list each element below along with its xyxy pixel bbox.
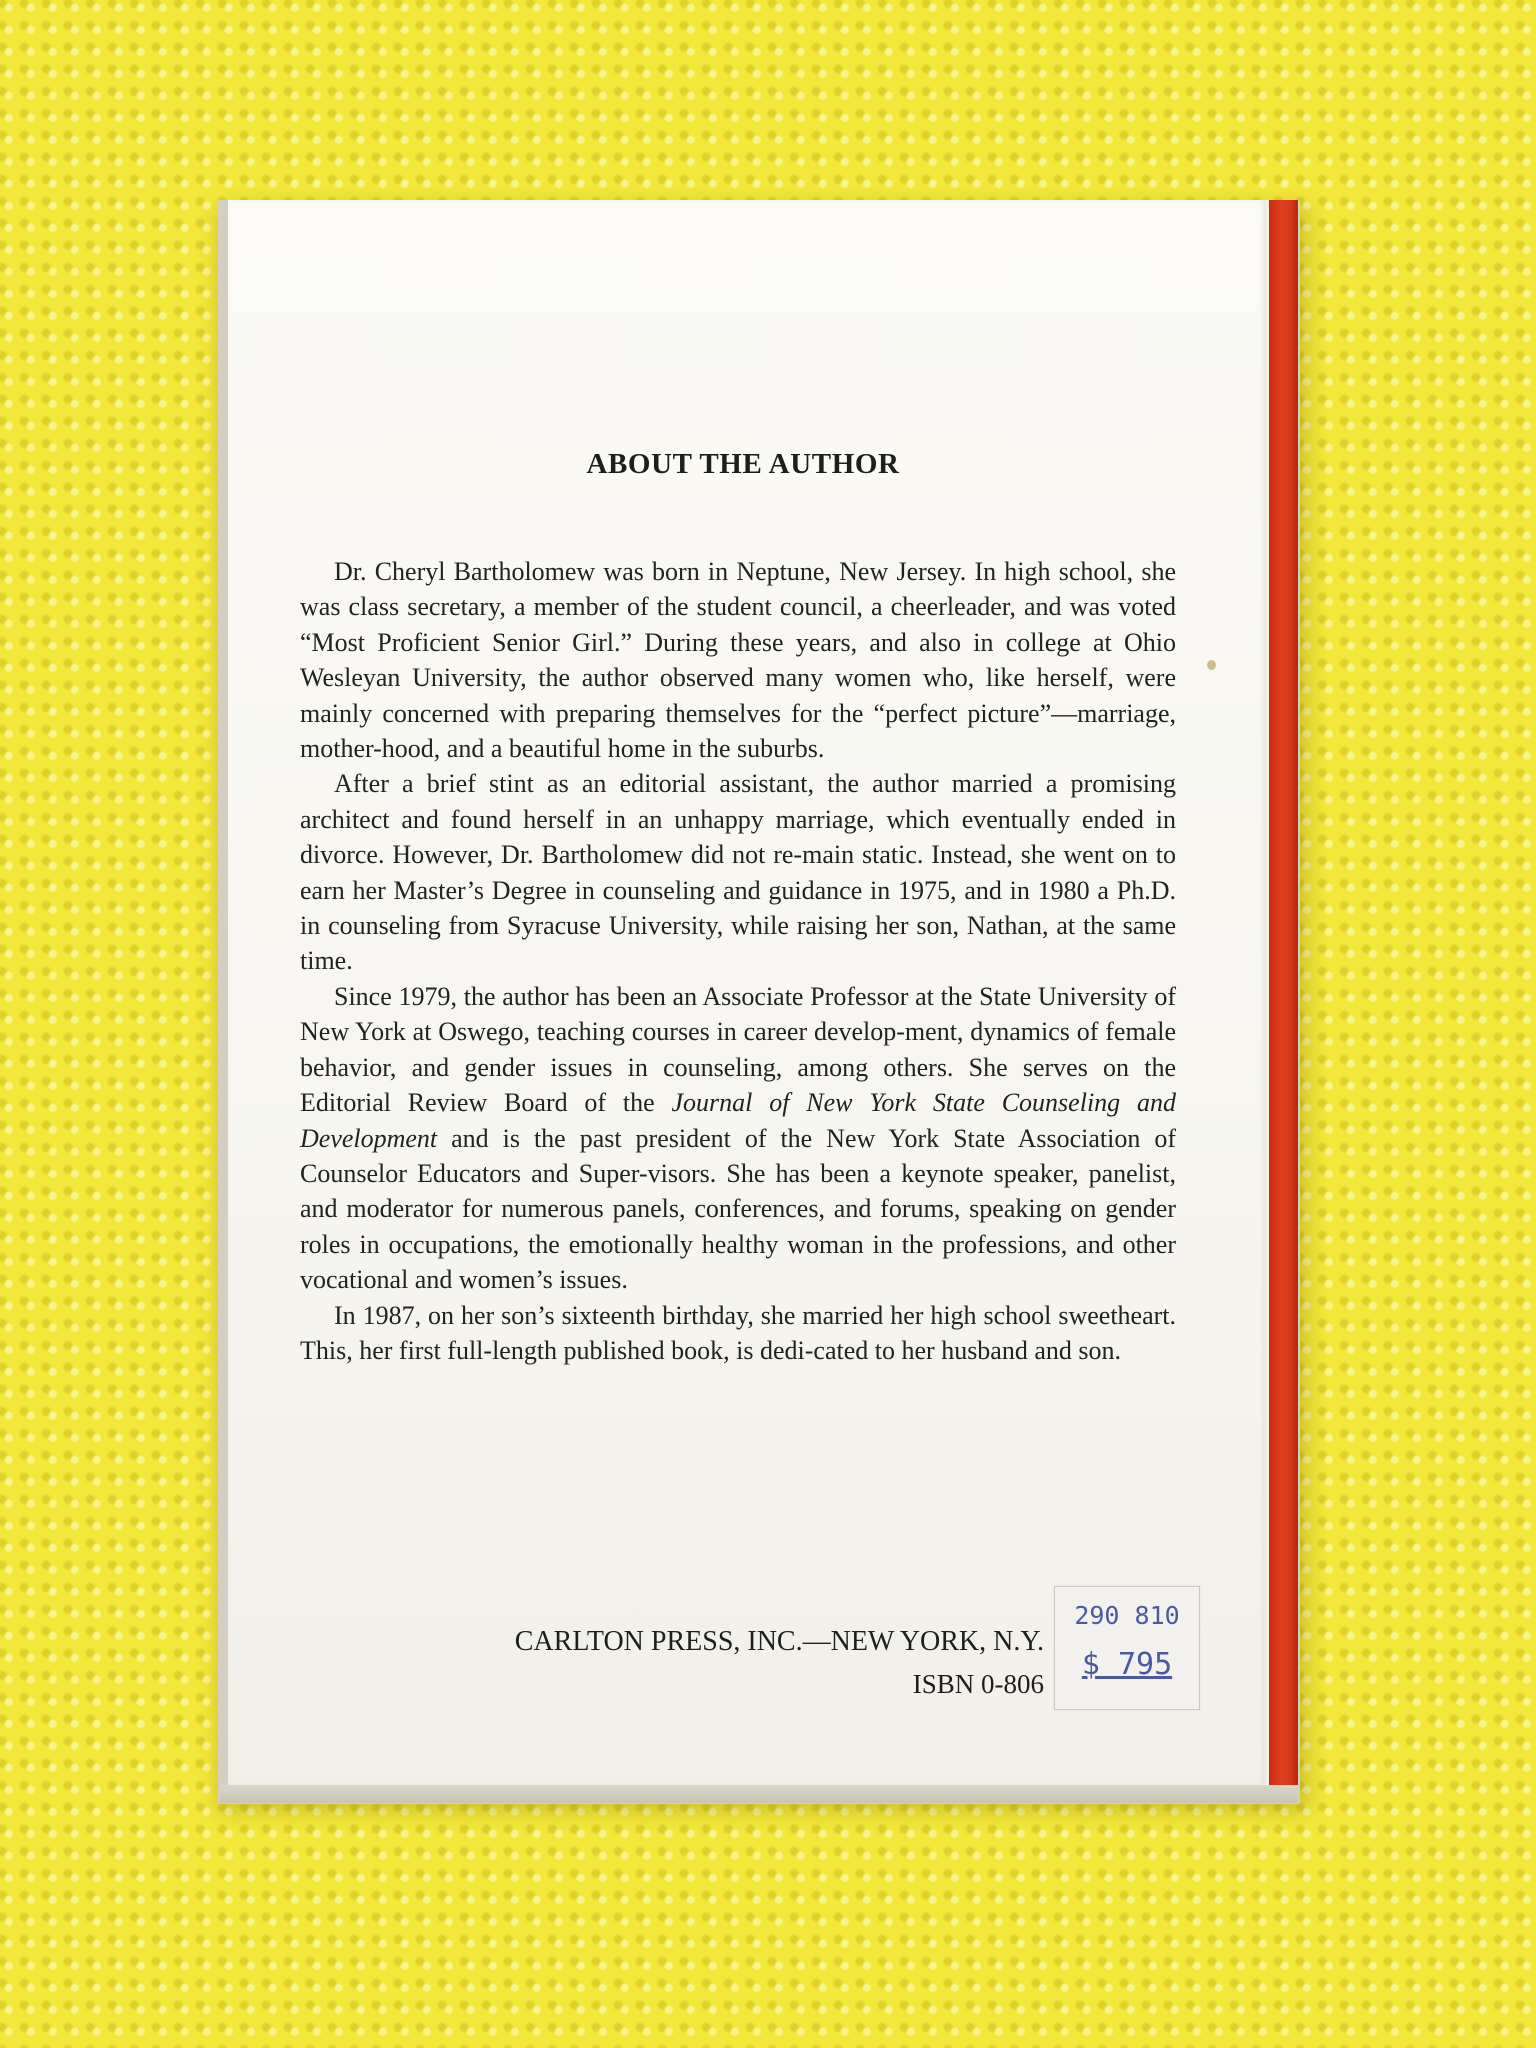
bio-paragraph-1: Dr. Cheryl Bartholomew was born in Neptune, New Jersey. In high school, she was class secretary, a member of the student council, a cheerleader, and was voted “Most Proficient Senior Girl.” During these years, and also in college at Ohio Wesleyan University, the author observed many women who, like herself, were mainly concerned with preparing themselves for the “perfect picture”—marriage, mother-hood, and a beautiful home in the suburbs.	[300, 557, 1176, 764]
sticker-code: 290 810	[1074, 1601, 1180, 1630]
book-bottom-edge	[220, 1785, 1298, 1803]
isbn-line: ISBN 0-806	[912, 1669, 1044, 1699]
book-spine	[1268, 200, 1298, 1785]
author-biography	[300, 554, 1176, 1368]
journal-title: Journal of New York State Counseling and Development	[300, 1088, 1176, 1153]
bio-paragraph-2: After a brief stint as an editorial assistant, the author married a promising architect and found herself in an unhappy marriage, which eventually ended in divorce. However, Dr. Bartholomew did not re-main static. Instead, she went on to earn her Master’s Degree in counseling and guidance in 1975, and in 1980 a Ph.D. in counseling from Syracuse University, while raising her son, Nathan, at the same time.	[300, 769, 1176, 976]
paper-speck	[1207, 660, 1216, 670]
price-sticker	[1054, 1586, 1200, 1710]
bio-paragraph-3-part-1: Since 1979, the author has been an Associate Professor at the State University of New York at Oswego, teaching courses in career develop-ment, dynamics of female behavior, and gender issues in counseling, among others. She serves on the Editorial Review Board of the	[300, 981, 1176, 1118]
publisher-line: CARLTON PRESS, INC.—NEW YORK, N.Y.	[514, 1626, 1044, 1657]
bio-paragraph-4: In 1987, on her son’s sixteenth birthday, she married her high school sweetheart. This, her first full-length published book, is dedi-cated to her husband and son.	[300, 1300, 1176, 1365]
bio-paragraph-3-part-2: and is the past president of the New York State Association of Counselor Educators and Super-visors. She has been a keynote speaker, panelist, and moderator for numerous panels, conferences, and forums, speaking on gender roles in occupations, the emotionally healthy woman in the professions, and other vocational and women’s issues.	[300, 1123, 1176, 1295]
section-heading: ABOUT THE AUTHOR	[586, 448, 900, 480]
sticker-price: $ 795	[1081, 1647, 1173, 1682]
bio-paragraph-3	[300, 979, 1176, 1298]
